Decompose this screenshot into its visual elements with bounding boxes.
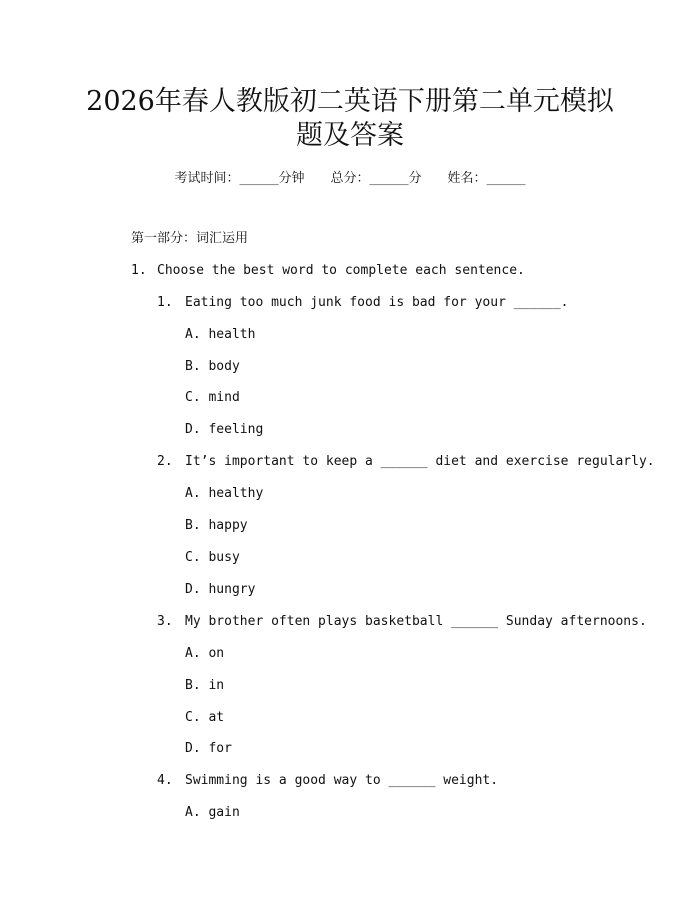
question-number: 1. — [131, 263, 147, 278]
exam-time: 考试时间：______分钟 — [174, 171, 305, 186]
option: C. busy — [185, 550, 240, 565]
sub-question-number: 4. — [157, 773, 173, 788]
sub-question-number: 3. — [157, 614, 173, 629]
exam-name: 姓名：______ — [447, 171, 526, 186]
option: C. at — [185, 710, 225, 725]
sub-question-text: Swimming is a good way to ______ weight. — [185, 773, 499, 788]
option: D. feeling — [185, 422, 264, 437]
sub-question-text: Eating too much junk food is bad for your ______. — [185, 295, 569, 310]
exam-meta — [0, 170, 700, 188]
option: D. hungry — [185, 582, 256, 597]
option: B. happy — [185, 518, 248, 533]
sub-question-text: It’s important to keep a ______ diet and exercise regularly. — [185, 454, 655, 469]
question-text: Choose the best word to complete each sentence. — [157, 263, 525, 278]
option: B. body — [185, 359, 240, 374]
sub-question-text: My brother often plays basketball ______ Sunday afternoons. — [185, 614, 647, 629]
option: D. for — [185, 741, 232, 756]
option: A. gain — [185, 805, 240, 820]
exam-score: 总分：______分 — [330, 171, 422, 186]
sub-question-number: 2. — [157, 454, 173, 469]
doc-title-line2: 题及答案 — [296, 120, 404, 151]
option: B. in — [185, 678, 225, 693]
option: A. health — [185, 327, 256, 342]
doc-title-line1: 2026年春人教版初二英语下册第二单元模拟 — [86, 86, 614, 117]
sub-question-number: 1. — [157, 295, 173, 310]
option: A. on — [185, 646, 225, 661]
option: C. mind — [185, 390, 240, 405]
option: A. healthy — [185, 486, 264, 501]
section-heading: 第一部分：词汇运用 — [131, 231, 249, 246]
